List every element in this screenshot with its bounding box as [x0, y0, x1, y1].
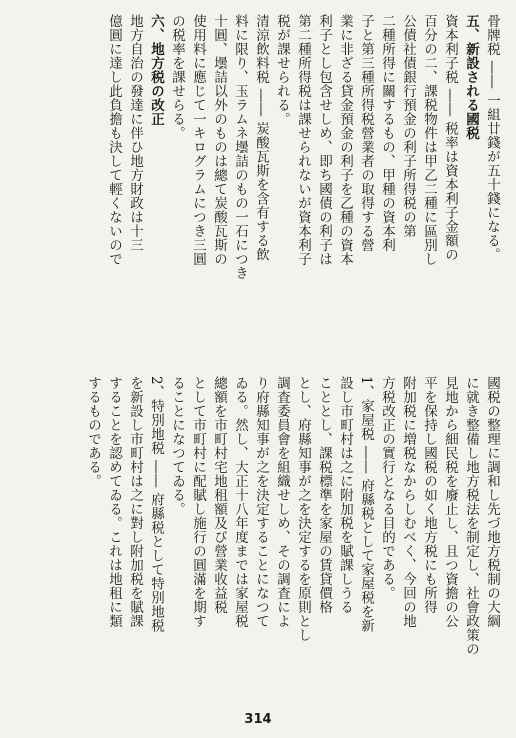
text-line: 總額を市町村宅地租額及び營業收益税 [211, 376, 227, 614]
lower-text-block [16, 376, 502, 706]
section-heading: 五、新設される國税 [463, 14, 479, 140]
text-line: 附加税に増税なからしむべく、今回の地 [400, 376, 416, 628]
text-line: 1、家屋税 ―― 府縣税として家屋税を新 [358, 376, 374, 633]
text-line: することを認めてゐる。これは地租に類 [106, 376, 122, 628]
text-line: 清涼飲料税 ―― 炭酸瓦斯を含有する飲 [253, 14, 269, 262]
text-line: ゐる。然し、大正十八年度までは家屋税 [232, 376, 248, 628]
text-line: 業に非ざる貸金預金の利子を乙種の資本 [337, 14, 353, 266]
page-number: 314 [244, 712, 272, 727]
text-line: 方税改正の實行となる目的である。 [379, 376, 395, 600]
text-line: 億圓に達し此負擔も決して輕くないので [106, 14, 122, 266]
text-line: 十圓、壜詰以外のものは總て炭酸瓦斯の [211, 14, 227, 266]
text-line: するものである。 [85, 376, 101, 488]
text-line: ることになつてゐる。 [169, 376, 185, 516]
text-line: 第二種所得税は課せられないが資本利子 [295, 14, 311, 266]
text-line: として市町村に配賦し施行の圓滿を期す [190, 376, 206, 628]
upper-text-block [16, 14, 502, 358]
text-line: に就き整備し地方税法を制定し、社會政策の [463, 376, 479, 656]
section-heading: 六、地方税の改正 [148, 14, 164, 126]
text-line: 資本利子税 ―― 税率は資本利子金額の [442, 14, 458, 262]
text-line: 平を保持し國税の如く地方税にも所得 [421, 376, 437, 614]
text-line: 地方自治の發達に伴ひ地方財政は十三 [127, 14, 143, 252]
text-line: 骨牌税 ―― 一組廿錢が五十錢になる。 [484, 14, 500, 262]
text-line: 子と第三種所得税營業者の取得する營 [358, 14, 374, 252]
upper-text-column [16, 14, 502, 358]
text-line: 見地から細民税を廢止し、且つ資擔の公 [442, 376, 458, 628]
text-line: 設し市町村は之に附加税を賦課しうる [337, 376, 353, 614]
text-line: 2、特別地税 ―― 府縣税として特別地税 [148, 376, 164, 633]
text-line: 調査委員會を組織せしめ、その調査によ [274, 376, 290, 628]
text-line: こととし、課税標準を家屋の賃貸價格 [316, 376, 332, 614]
text-line: 利子とし包含せしめ、即ち國債の利子は [316, 14, 332, 266]
text-line: 二種所得に關するもの、甲種の資本利 [379, 14, 395, 252]
text-line: の税率を課せらる。 [169, 14, 185, 140]
text-line: 公債社債銀行預金の利子所得税の第 [400, 14, 416, 238]
text-line: 百分の二、課税物件は甲乙二種に區別し [421, 14, 437, 266]
text-line: 使用料に應じて一キログラムにつき三圓 [190, 14, 206, 266]
text-line: を新設し市町村は之に對し附加税を賦課 [127, 376, 143, 628]
text-line: 國税の整理に調和し先づ地方税制の大綱 [484, 376, 500, 628]
text-line: 料に限り、玉ラムネ壜詰のもの一石につき [232, 14, 248, 280]
lower-text-column [16, 376, 502, 706]
text-line: り府縣知事が之を決定することになつて [253, 376, 269, 628]
text-line: 税が課せられる。 [274, 14, 290, 126]
text-line: とし、府縣知事が之を決定するを原則とし [295, 376, 311, 642]
